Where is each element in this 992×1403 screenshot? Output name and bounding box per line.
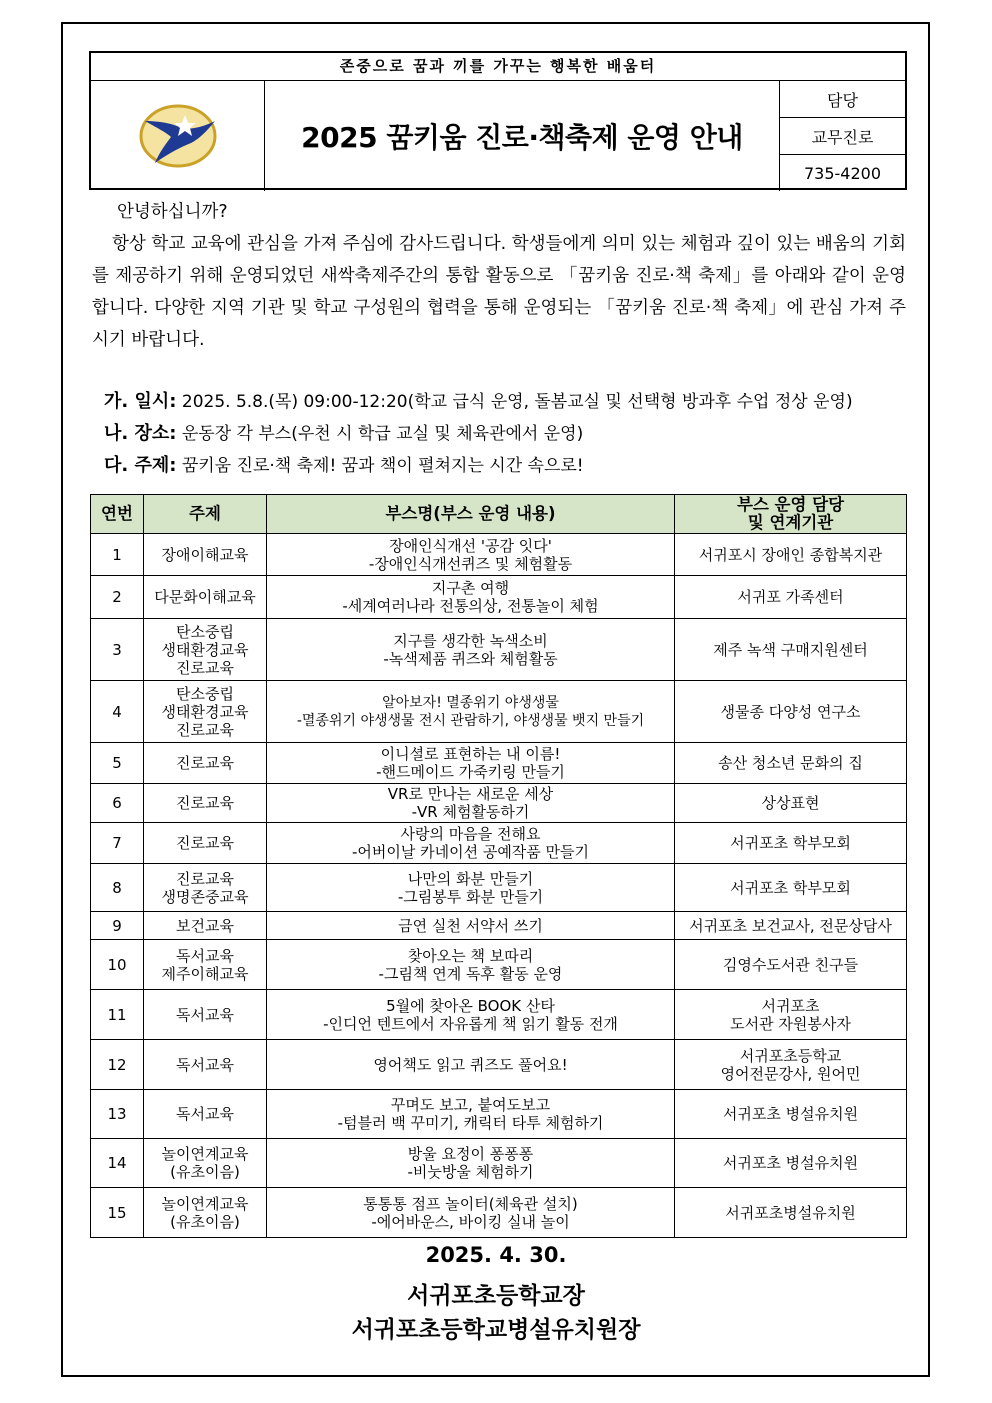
cell-no: 14 xyxy=(91,1139,144,1188)
document-title: 2025 꿈키움 진로·책축제 운영 안내 xyxy=(301,121,743,154)
table-row xyxy=(91,1040,907,1090)
cell-no: 15 xyxy=(91,1188,144,1238)
intro-paragraph: 항상 학교 교육에 관심을 가져 주심에 감사드립니다. 학생들에게 의미 있는 체험과 깊이 있는 배움의 기회를 제공하기 위해 운영되었던 새싹축제주간의 통합 활동으로 「꿈키움 진로·책 축제」를 아래와 같이 운영합니다. 다양한 지역 기관 및 학교 구성원의 협력을 통해 운영되는 「꿈키움 진로·책 축제」에 관심 가져 주시기 바랍니다. xyxy=(92,234,906,350)
cell-no: 12 xyxy=(91,1040,144,1090)
table-row xyxy=(91,1139,907,1188)
col-header-org: 부스 운영 담당 및 연계기관 xyxy=(675,495,907,534)
cell-org: 김영수도서관 친구들 xyxy=(675,940,907,990)
cell-topic: 다문화이해교육 xyxy=(144,576,267,619)
col-header-no: 연번 xyxy=(91,495,144,534)
cell-booth: 찾아오는 책 보따리 -그림책 연계 독후 활동 운영 xyxy=(267,940,675,990)
detail-text: 운동장 각 부스(우천 시 학급 교실 및 체육관에서 운영) xyxy=(181,424,584,444)
table-row xyxy=(91,534,907,576)
cell-org: 서귀포초병설유치원 xyxy=(675,1188,907,1238)
table-row xyxy=(91,940,907,990)
school-emblem-icon xyxy=(137,103,219,169)
school-motto: 존중으로 꿈과 끼를 가꾸는 행복한 배움터 xyxy=(91,53,905,81)
cell-org: 서귀포초 보건교사, 전문상담사 xyxy=(675,912,907,940)
cell-booth: 지구촌 여행 -세계여러나라 전통의상, 전통놀이 체험 xyxy=(267,576,675,619)
footer-date: 2025. 4. 30. xyxy=(425,1243,567,1267)
detail-label: 나. 장소: xyxy=(104,423,177,444)
cell-no: 1 xyxy=(91,534,144,576)
cell-org: 제주 녹색 구매지원센터 xyxy=(675,619,907,681)
cell-org: 서귀포초 병설유치원 xyxy=(675,1090,907,1139)
detail-text: 꿈키움 진로·책 축제! 꿈과 책이 펼쳐지는 시간 속으로! xyxy=(181,456,584,476)
detail-theme xyxy=(104,450,914,482)
cell-org: 서귀포초 학부모회 xyxy=(675,864,907,912)
cell-booth: VR로 만나는 새로운 세상 -VR 체험활동하기 xyxy=(267,784,675,823)
cell-org: 상상표현 xyxy=(675,784,907,823)
cell-topic: 진로교육 생명존중교육 xyxy=(144,864,267,912)
cell-topic: 독서교육 제주이해교육 xyxy=(144,940,267,990)
cell-booth: 영어책도 읽고 퀴즈도 풀어요! xyxy=(267,1040,675,1090)
contact-department: 교무진로 xyxy=(780,118,905,155)
cell-topic: 탄소중립 생태환경교육 진로교육 xyxy=(144,681,267,743)
col-header-booth: 부스명(부스 운영 내용) xyxy=(267,495,675,534)
document-header xyxy=(89,51,907,190)
cell-booth: 알아보자! 멸종위기 야생생물 -멸종위기 야생생물 전시 관람하기, 야생생물 뱃지 만들기 xyxy=(267,681,675,743)
table-row xyxy=(91,681,907,743)
cell-org: 송산 청소년 문화의 집 xyxy=(675,743,907,784)
cell-topic: 놀이연계교육 (유초이음) xyxy=(144,1139,267,1188)
cell-org: 서귀포초 병설유치원 xyxy=(675,1139,907,1188)
table-row xyxy=(91,576,907,619)
cell-topic: 독서교육 xyxy=(144,1040,267,1090)
event-details xyxy=(104,386,914,482)
greeting: 안녕하십니까? xyxy=(117,202,228,222)
intro-section xyxy=(92,196,906,356)
cell-topic: 놀이연계교육 (유초이음) xyxy=(144,1188,267,1238)
contact-info xyxy=(779,81,905,191)
cell-no: 11 xyxy=(91,990,144,1040)
table-row xyxy=(91,990,907,1040)
cell-booth: 금연 실천 서약서 쓰기 xyxy=(267,912,675,940)
cell-org: 서귀포초 도서관 자원봉사자 xyxy=(675,990,907,1040)
booth-table xyxy=(90,494,907,1238)
cell-no: 8 xyxy=(91,864,144,912)
cell-topic: 독서교육 xyxy=(144,1090,267,1139)
table-row xyxy=(91,1188,907,1238)
cell-no: 3 xyxy=(91,619,144,681)
table-header-row xyxy=(91,495,907,534)
cell-topic: 장애이해교육 xyxy=(144,534,267,576)
footer-signer-principal: 서귀포초등학교장 xyxy=(407,1283,585,1309)
cell-no: 13 xyxy=(91,1090,144,1139)
cell-no: 2 xyxy=(91,576,144,619)
cell-org: 서귀포시 장애인 종합복지관 xyxy=(675,534,907,576)
cell-topic: 진로교육 xyxy=(144,823,267,864)
table-row xyxy=(91,823,907,864)
detail-label: 가. 일시: xyxy=(104,391,177,412)
cell-no: 6 xyxy=(91,784,144,823)
cell-booth: 사랑의 마음을 전해요 -어버이날 카네이션 공예작품 만들기 xyxy=(267,823,675,864)
detail-place xyxy=(104,418,914,450)
detail-date xyxy=(104,386,914,418)
cell-org: 서귀포 가족센터 xyxy=(675,576,907,619)
col-header-topic: 주제 xyxy=(144,495,267,534)
contact-phone: 735-4200 xyxy=(803,163,882,183)
cell-booth: 나만의 화분 만들기 -그림봉투 화분 만들기 xyxy=(267,864,675,912)
cell-topic: 탄소중립 생태환경교육 진로교육 xyxy=(144,619,267,681)
cell-booth: 방울 요정이 퐁퐁퐁 -비눗방울 체험하기 xyxy=(267,1139,675,1188)
table-row xyxy=(91,1090,907,1139)
cell-topic: 독서교육 xyxy=(144,990,267,1040)
detail-label: 다. 주제: xyxy=(104,455,177,476)
cell-org: 생물종 다양성 연구소 xyxy=(675,681,907,743)
cell-booth: 통통통 점프 놀이터(체육관 설치) -에어바운스, 바이킹 실내 놀이 xyxy=(267,1188,675,1238)
cell-org: 서귀포초 학부모회 xyxy=(675,823,907,864)
detail-text: 2025. 5.8.(목) 09:00-12:20(학교 급식 운영, 돌봄교실 및 선택형 방과후 수업 정상 운영) xyxy=(181,392,853,412)
cell-booth: 5월에 찾아온 BOOK 산타 -인디언 텐트에서 자유롭게 책 읽기 활동 전개 xyxy=(267,990,675,1040)
table-row xyxy=(91,743,907,784)
cell-no: 9 xyxy=(91,912,144,940)
cell-booth: 장애인식개선 '공감 잇다' -장애인식개선퀴즈 및 체험활동 xyxy=(267,534,675,576)
table-row xyxy=(91,784,907,823)
cell-no: 7 xyxy=(91,823,144,864)
footer-signer-kindergarten: 서귀포초등학교병설유치원장 xyxy=(351,1317,641,1343)
cell-no: 5 xyxy=(91,743,144,784)
cell-no: 4 xyxy=(91,681,144,743)
table-row xyxy=(91,864,907,912)
contact-label: 담당 xyxy=(780,81,905,118)
cell-booth: 지구를 생각한 녹색소비 -녹색제품 퀴즈와 체험활동 xyxy=(267,619,675,681)
cell-topic: 보건교육 xyxy=(144,912,267,940)
logo-cell xyxy=(91,81,265,191)
cell-org: 서귀포초등학교 영어전문강사, 원어민 xyxy=(675,1040,907,1090)
cell-booth: 꾸며도 보고, 붙여도보고 -텀블러 백 꾸미기, 캐릭터 타투 체험하기 xyxy=(267,1090,675,1139)
table-row xyxy=(91,619,907,681)
cell-topic: 진로교육 xyxy=(144,743,267,784)
table-row xyxy=(91,912,907,940)
cell-topic: 진로교육 xyxy=(144,784,267,823)
cell-booth: 이니셜로 표현하는 내 이름! -핸드메이드 가죽키링 만들기 xyxy=(267,743,675,784)
cell-no: 10 xyxy=(91,940,144,990)
